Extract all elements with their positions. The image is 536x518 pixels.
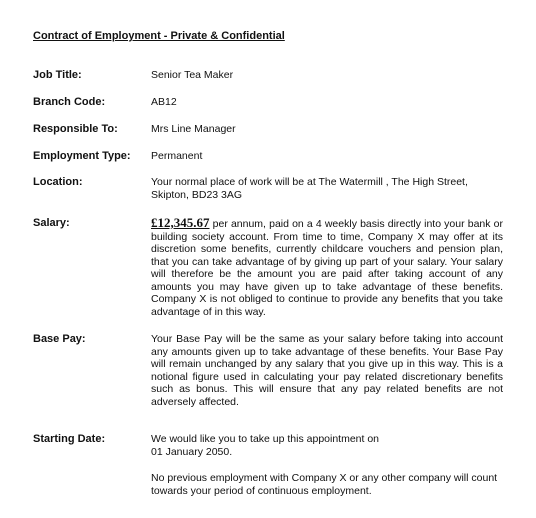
starting-date-paragraph bbox=[151, 433, 503, 458]
starting-date-line2: 01 January 2050. bbox=[151, 445, 233, 458]
salary-amount: £12,345.67 bbox=[151, 215, 210, 230]
salary-label: Salary: bbox=[33, 217, 70, 229]
job-title-label: Job Title: bbox=[33, 69, 82, 81]
branch-code-label: Branch Code: bbox=[33, 96, 106, 108]
responsible-to-label: Responsible To: bbox=[33, 123, 118, 135]
base-pay-label: Base Pay: bbox=[33, 333, 86, 345]
document-title: Contract of Employment - Private & Confidential bbox=[33, 30, 285, 42]
salary-value bbox=[151, 217, 503, 318]
job-title-value: Senior Tea Maker bbox=[151, 69, 234, 81]
branch-code-value: AB12 bbox=[151, 96, 177, 108]
starting-date-value bbox=[151, 433, 503, 497]
employment-type-label: Employment Type: bbox=[33, 150, 131, 162]
starting-date-label: Starting Date: bbox=[33, 433, 106, 445]
location-value: Your normal place of work will be at The Watermill , The High Street, Skipton, BD23 3AG bbox=[151, 176, 468, 201]
salary-description: per annum, paid on a 4 weekly basis directly into your bank or building society account. From time to time, Company X may offer at its discretion some benefits, currently childcare vouchers and pension plan, that you can take advantage of by giving up part of your salary. Your salary will therefore be the amount you are paid after taking account of any amounts you may have given up to take advantage of these benefits. Company X is not obliged to continue to provide any benefits that you take advantage of in this way. bbox=[151, 218, 503, 318]
base-pay-value: Your Base Pay will be the same as your salary before taking into account any amounts given up to take advantage of these benefits. Your Base Pay will remain unchanged by any salary that you give up in this way. This is a notional figure used in calculating your pay related discretionary benefits such as bonus. This will ensure that any pay related benefits are not adversely affected. bbox=[151, 333, 503, 408]
employment-type-value: Permanent bbox=[151, 150, 203, 162]
location-label: Location: bbox=[33, 176, 83, 188]
continuous-employment-paragraph: No previous employment with Company X or any other company will count towards your period of continuous employment. bbox=[151, 472, 498, 497]
starting-date-line1: We would like you to take up this appointment on bbox=[151, 433, 380, 445]
responsible-to-value: Mrs Line Manager bbox=[151, 123, 236, 135]
